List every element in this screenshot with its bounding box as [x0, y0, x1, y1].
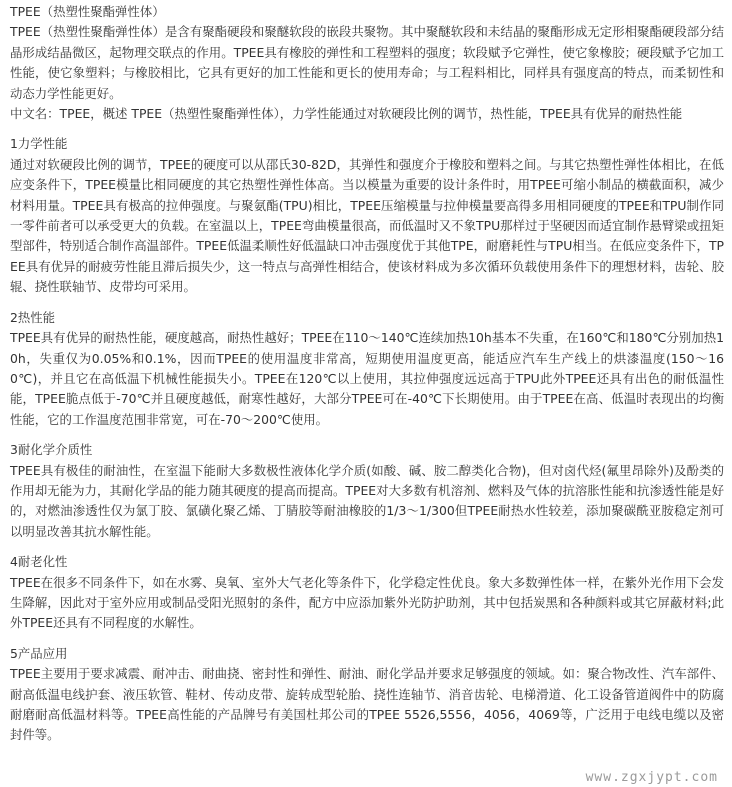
section-body-aging: TPEE在很多不同条件下，如在水雾、臭氧、室外大气老化等条件下，化学稳定性优良。象大多数弹性体一样，在紫外光作用下会发生降解，因此对于室外应用或制品受阳光照射的条件，配方中应添加紫外光防护助剂，其中包括炭黑和各种颜料或其它屏蔽材料;此外TPEE还具有不同程度的水解性。 — [10, 574, 724, 631]
article — [10, 2, 724, 746]
section-body-thermal: TPEE具有优异的耐热性能，硬度越高，耐热性越好；TPEE在110～140℃连续加热10h基本不失重，在160℃和180℃分别加热10h，失重仅为0.05%和0.1%，因而TPEE的使用温度非常高，短期使用温度更高，能适应汽车生产线上的烘漆温度(150～160℃)，并且它在高低温下机械性能损失小。TPEE在120℃以上使用，其拉伸强度远远高于TPU此外TPEE还具有出色的耐低温性能，TPEE脆点低于-70℃并且硬度越低，耐寒性越好，大部分TPEE可在-40℃下长期使用。由于TPEE在高、低温时表现出的均衡性能，它的工作温度范围非常宽，可在-70～200℃使用。 — [10, 330, 724, 427]
section-heading-chemical: 3耐化学介质性 — [10, 442, 93, 458]
section-body-chemical: TPEE具有极佳的耐油性，在室温下能耐大多数极性液体化学介质(如酸、碱、胺二醇类化合物)，但对卤代烃(氟里昂除外)及酚类的作用却无能为力，其耐化学品的能力随其硬度的提高而提高。TPEE对大多数有机溶剂、燃料及气体的抗溶胀性能和抗渗透性能是好的，对燃油渗透性仅为氯丁胶、氯磺化聚乙烯、丁腈胶等耐油橡胶的1/3～1/300但TPEE耐热水性较差，添加聚碳酰亚胺稳定剂可以明显改善其抗水解性能。 — [10, 462, 724, 539]
page-title: TPEE（热塑性聚酯弹性体） — [10, 4, 165, 19]
section-heading-thermal: 2热性能 — [10, 309, 56, 325]
section-body-mechanical: 通过对软硬段比例的调节，TPEE的硬度可以从邵氏30-82D，其弹性和强度介于橡胶和塑料之间。与其它热塑性弹性体相比，在低应变条件下，TPEE模量比相同硬度的其它热塑性弹性体高。当以模量为重要的设计条件时，用TPEE可缩小制品的横截面积，减少材料用量。TPEE具有极高的拉伸强度。与聚氨酯(TPU)相比，TPEE压缩模量与拉伸模量要高得多用相同硬度的TPEE和TPU制作同一零件前者可以承受更大的负载。在室温以上，TPEE弯曲模量很高，而低温时又不象TPU那样过于坚硬因而适宜制作悬臂梁或扭矩型部件，特别适合制作高温部件。TPEE低温柔顺性好低温缺口冲击强度优于其他TPE，耐磨耗性与TPU相当。在低应变条件下，TPEE具有优异的耐疲劳性能且滞后损失少，这一特点与高弹性相结合，使该材料成为多次循环负载使用条件下的理想材料，齿轮、胶辊、挠性联轴节、皮带均可采用。 — [10, 156, 724, 295]
summary-paragraph: 中文名：TPEE，概述 TPEE（热塑性聚酯弹性体），力学性能通过对软硬段比例的调节，热性能，TPEE具有优异的耐热性能 — [10, 106, 683, 122]
section-heading-mechanical: 1力学性能 — [10, 136, 68, 152]
intro-paragraph: TPEE（热塑性聚酯弹性体）是含有聚酯硬段和聚醚软段的嵌段共聚物。其中聚醚软段和未结晶的聚酯形成无定形相聚酯硬段部分结晶形成结晶微区，起物理交联点的作用。TPEE具有橡胶的弹性和工程塑料的强度；软段赋予它弹性，使它象橡胶；硬段赋予它加工性能，使它象塑料；与橡胶相比，它具有更好的加工性能和更长的使用寿命；与工程料相比，同样具有强度高的特点，而柔韧性和动态力学性能更好。 — [10, 24, 724, 101]
watermark: www.zgxjypt.com — [585, 770, 718, 785]
section-heading-aging: 4耐老化性 — [10, 554, 68, 570]
section-heading-applications: 5产品应用 — [10, 645, 68, 661]
section-body-applications: TPEE主要用于要求减震、耐冲击、耐曲挠、密封性和弹性、耐油、耐化学品并要求足够强度的领域。如：聚合物改性、汽车部件、耐高低温电线护套、液压软管、鞋材、传动皮带、旋转成型轮胎、挠性连轴节、消音齿轮、电梯滑道、化工设备管道阀件中的防腐耐磨耐高低温材料等。TPEE高性能的产品牌号有美国杜邦公司的TPEE 5526,5556，4056，4069等，广泛用于电线电缆以及密封件等。 — [10, 666, 724, 743]
